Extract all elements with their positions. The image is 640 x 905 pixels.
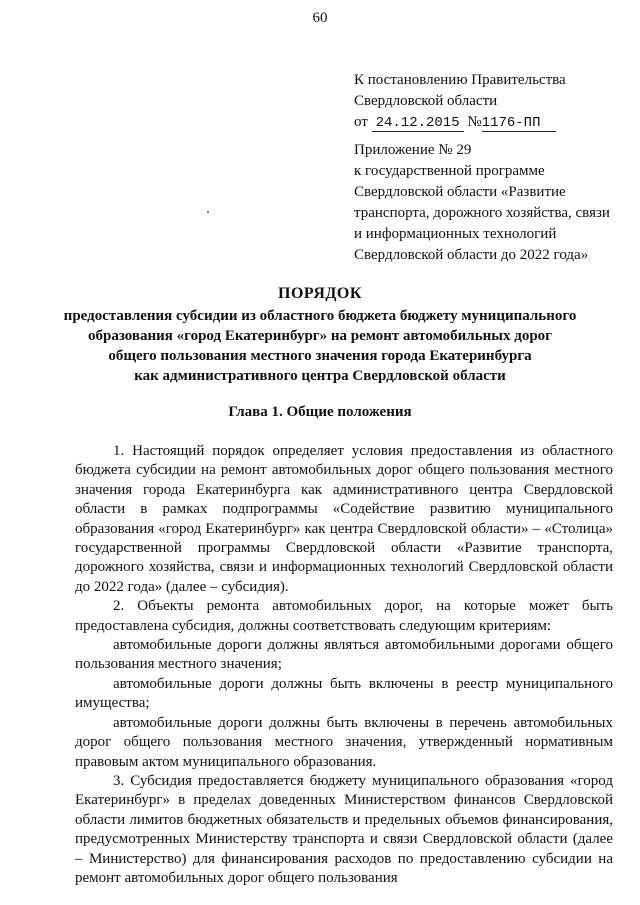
chapter-heading: Глава 1. Общие положения [228, 404, 412, 420]
appendix-line: к государственной программе [354, 163, 545, 179]
resolution-date-line [354, 112, 630, 133]
appendix-reference [354, 140, 630, 266]
title-line: общего пользования местного значения города Екатеринбурга [108, 348, 532, 364]
paragraph: 2. Объекты ремонта автомобильных дорог, на которые может быть предоставлена субсидия, должны соответствовать следующим критериям: [75, 598, 613, 634]
number-prefix: № [467, 114, 482, 130]
title-line: как административного центра Свердловской области [134, 368, 506, 384]
resolution-date: 24.12.2015 [372, 115, 464, 132]
title-line: образования «город Екатеринбург» на ремонт автомобильных дорог [87, 328, 552, 344]
appendix-line: и информационных технологий [354, 226, 557, 242]
title-line: предоставления субсидии из областного бюджета бюджету муниципального [63, 308, 577, 324]
resolution-line-1: К постановлению Правительства [354, 72, 566, 88]
paragraph: 3. Субсидия предоставляется бюджету муниципального образования «город Екатеринбург» в пределах доведенных Министерством финансов Свердловской области лимитов бюджетных обязательств и предельных объемов финансирования, предусмотренных Министерству транспорта и связи Свердловской области (далее – Министерство) для финансирования расходов по предоставлению субсидии на ремонт автомобильных дорог общего пользования [75, 772, 613, 886]
appendix-line: Приложение № 29 [354, 142, 472, 158]
document-body [75, 442, 613, 888]
paragraph: автомобильные дороги должны являться автомобильными дорогами общего пользования местного значения; [75, 637, 613, 673]
resolution-number: 1176-ПП [482, 115, 556, 132]
date-prefix: от [354, 114, 368, 130]
appendix-line: транспорта, дорожного хозяйства, связи [354, 205, 610, 221]
resolution-line-2: Свердловской области [354, 93, 498, 109]
appendix-line: Свердловской области «Развитие [354, 184, 566, 200]
resolution-reference [354, 70, 630, 133]
paragraph: автомобильные дороги должны быть включены в перечень автомобильных дорог общего пользования местного значения, утвержденный нормативным правовым актом муниципального образования. [75, 714, 613, 770]
document-title [40, 284, 600, 386]
page-number: 60 [312, 10, 328, 26]
paragraph: автомобильные дороги должны быть включены в реестр муниципального имущества; [75, 675, 613, 712]
title-main: ПОРЯДОК [278, 285, 362, 302]
appendix-line: Свердловской области до 2022 года» [354, 247, 589, 263]
paragraph: 1. Настоящий порядок определяет условия предоставления из областного бюджета субсидии на ремонт автомобильных дорог общего пользования местного значения города Екатеринбурга как административного центра Свердловской области в рамках подпрограммы «Содействие развитию муниципального образования «город Екатеринбург» как центра Свердловской области» – «Столица» государственной программы Свердловской области «Развитие транспорта, дорожного хозяйства, связи и информационных технологий Свердловской области до 2022 года» (далее – субсидия). [75, 443, 613, 595]
scan-speck [207, 211, 209, 213]
